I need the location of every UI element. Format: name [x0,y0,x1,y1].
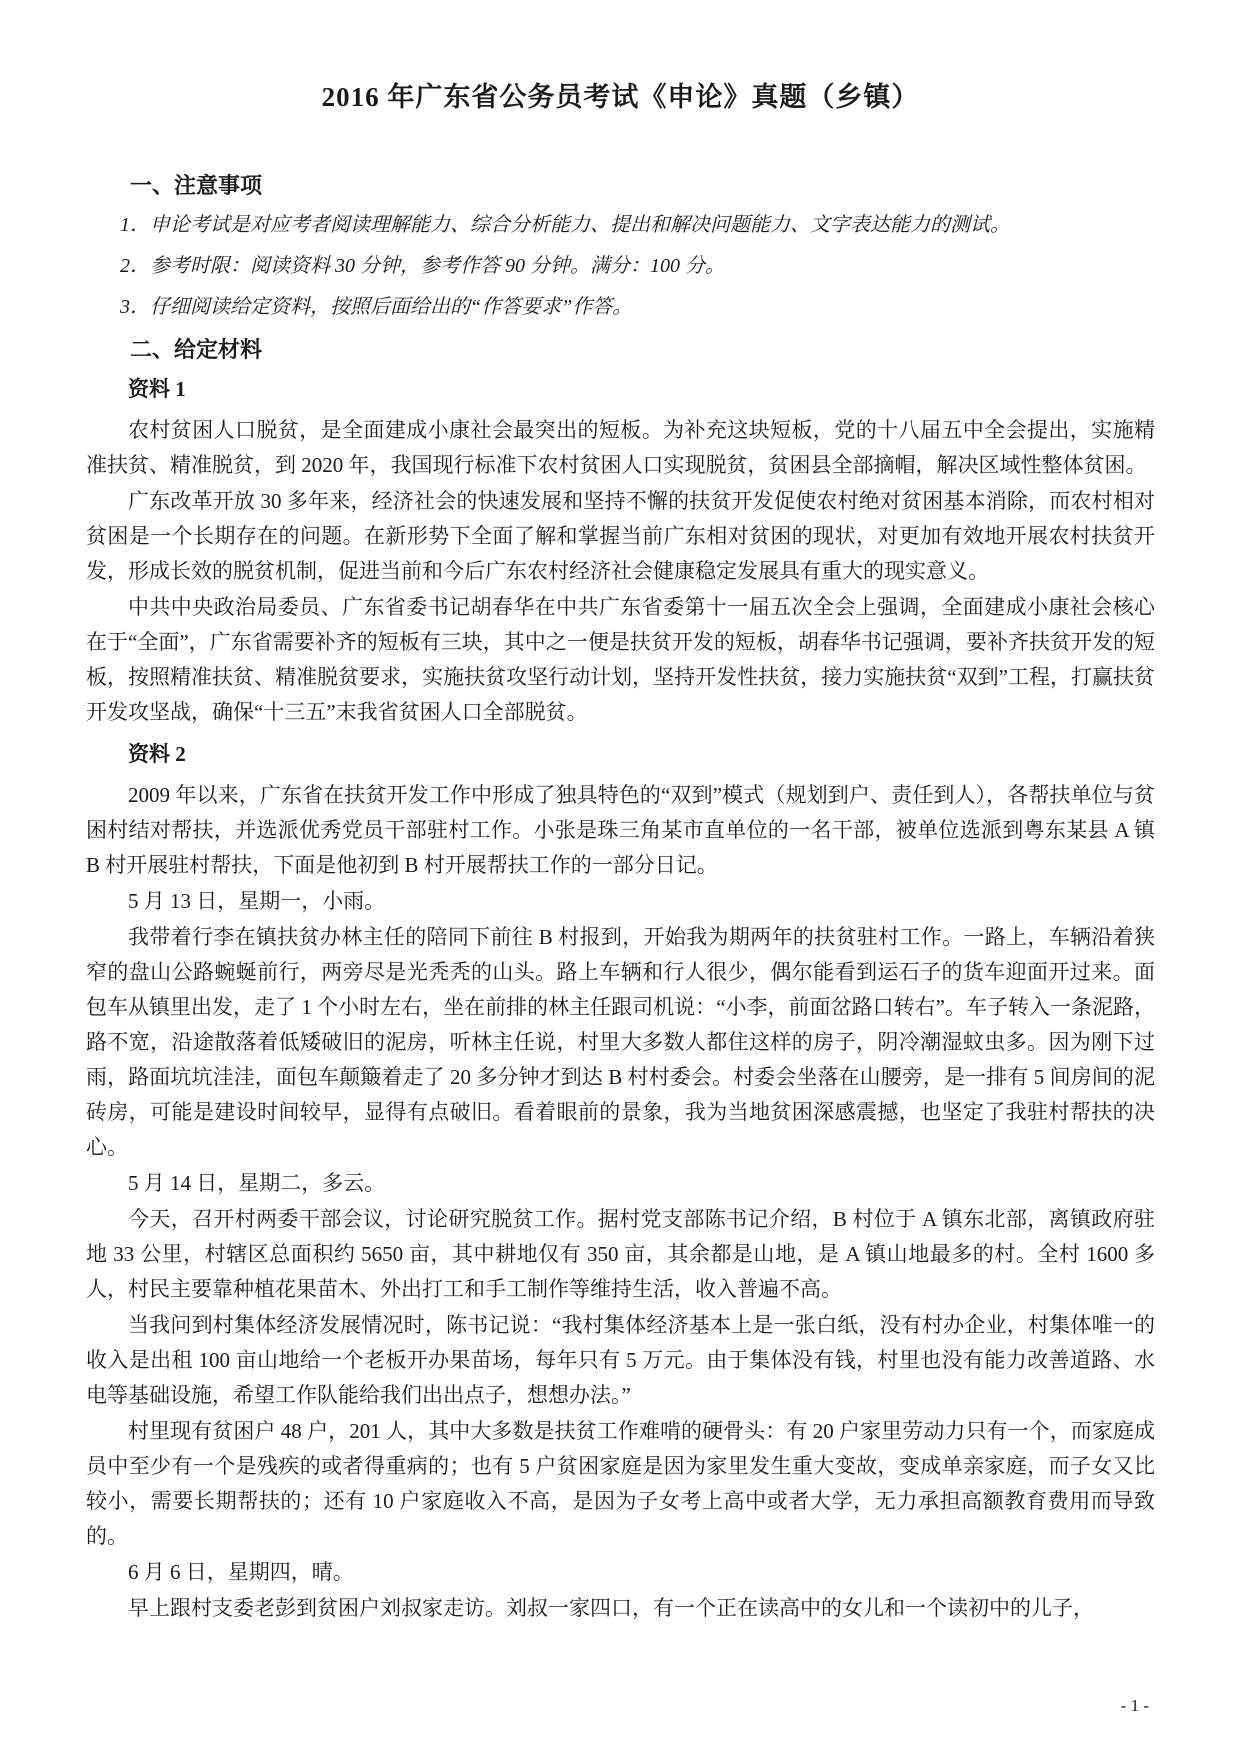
material-2-paragraph: 今天，召开村两委干部会议，讨论研究脱贫工作。据村党支部陈书记介绍，B 村位于 A 镇东北部，离镇政府驻地 33 公里，村辖区总面积约 5650 亩，其中耕地仅有 350 亩，其余都是山地，是 A 镇山地最多的村。全村 1600 多人，村民主要靠种植花果苗木、外出打工和手工制作等维持生活，收入普遍不高。 [86,1207,1155,1301]
section-heading-notices: 一、注意事项 [130,173,263,198]
material-1-paragraph: 农村贫困人口脱贫，是全面建成小康社会最突出的短板。为补充这块短板，党的十八届五中全会提出，实施精准扶贫、精准脱贫，到 2020 年，我国现行标准下农村贫困人口实现脱贫，贫困县全部摘帽，解决区域性整体贫困。 [86,418,1155,477]
material-1-paragraph: 中共中央政治局委员、广东省委书记胡春华在中共广东省委第十一届五次全会上强调，全面建成小康社会核心在于“全面”，广东省需要补齐的短板有三块，其中之一便是扶贫开发的短板，胡春华书记强调，要补齐扶贫开发的短板，按照精准扶贫、精准脱贫要求，实施扶贫攻坚行动计划，坚持开发性扶贫，接力实施扶贫“双到”工程，打赢扶贫开发攻坚战，确保“十三五”末我省贫困人口全部脱贫。 [86,595,1155,724]
material-2-paragraph: 2009 年以来，广东省在扶贫开发工作中形成了独具特色的“双到”模式（规划到户、责任到人），各帮扶单位与贫困村结对帮扶，并选派优秀党员干部驻村工作。小张是珠三角某市直单位的一名干部，被单位选派到粤东某县 A 镇 B 村开展驻村帮扶，下面是他初到 B 村开展帮扶工作的一部分日记。 [86,783,1155,877]
material-2-paragraph: 早上跟村支委老彭到贫困户刘叔家走访。刘叔一家四口，有一个正在读高中的女儿和一个读初中的儿子， [128,1596,1094,1620]
material-2-label: 资料 2 [128,742,186,766]
material-1-paragraph: 广东改革开放 30 多年来，经济社会的快速发展和坚持不懈的扶贫开发促使农村绝对贫困基本消除，而农村相对贫困是一个长期存在的问题。在新形势下全面了解和掌握当前广东相对贫困的现状，对更加有效地开展农村扶贫开发，形成长效的脱贫机制，促进当前和今后广东农村经济社会健康稳定发展具有重大的现实意义。 [86,489,1155,583]
diary-date: 5 月 14 日，星期二，多云。 [128,1171,386,1195]
section-heading-materials: 二、给定材料 [130,337,263,362]
notice-item-3: 3．仔细阅读给定资料，按照后面给出的“作答要求”作答。 [120,296,633,318]
notice-item-1: 1．申论考试是对应考者阅读理解能力、综合分析能力、提出和解决问题能力、文字表达能力的测试。 [120,214,1010,236]
material-2-paragraph: 当我问到村集体经济发展情况时，陈书记说：“我村集体经济基本上是一张白纸，没有村办企业，村集体唯一的收入是出租 100 亩山地给一个老板开办果苗场，每年只有 5 万元。由于集体没有钱，村里也没有能力改善道路、水电等基础设施，希望工作队能给我们出出点子，想想办法。” [86,1313,1155,1407]
diary-date: 6 月 6 日，星期四，晴。 [128,1560,354,1584]
material-1-label: 资料 1 [128,377,186,401]
page-title: 2016 年广东省公务员考试《申论》真题（乡镇） [321,82,920,112]
page-number: - 1 - [1120,1696,1149,1715]
material-2-paragraph: 我带着行李在镇扶贫办林主任的陪同下前往 B 村报到，开始我为期两年的扶贫驻村工作。一路上，车辆沿着狭窄的盘山公路蜿蜒前行，两旁尽是光秃秃的山头。路上车辆和行人很少，偶尔能看到运石子的货车迎面开过来。面包车从镇里出发，走了 1 个小时左右，坐在前排的林主任跟司机说：“小李，前面岔路口转右”。车子转入一条泥路，路不宽，沿途散落着低矮破旧的泥房，听林主任说，村里大多数人都住这样的房子，阴冷潮湿蚊虫多。因为刚下过雨，路面坑坑洼洼，面包车颠簸着走了 20 多分钟才到达 B 村村委会。村委会坐落在山腰旁，是一排有 5 间房间的泥砖房，可能是建设时间较早，显得有点破旧。看着眼前的景象，我为当地贫困深感震撼，也坚定了我驻村帮扶的决心。 [86,925,1155,1159]
notice-item-2: 2．参考时限：阅读资料 30 分钟，参考作答 90 分钟。满分：100 分。 [120,255,725,277]
diary-date: 5 月 13 日，星期一，小雨。 [128,889,386,913]
material-2-paragraph: 村里现有贫困户 48 户，201 人，其中大多数是扶贫工作难啃的硬骨头：有 20 户家里劳动力只有一个，而家庭成员中至少有一个是残疾的或者得重病的；也有 5 户贫困家庭是因为家里发生重大变故，变成单亲家庭，而子女又比较小，需要长期帮扶的；还有 10 户家庭收入不高，是因为子女考上高中或者大学，无力承担高额教育费用而导致的。 [86,1419,1155,1548]
